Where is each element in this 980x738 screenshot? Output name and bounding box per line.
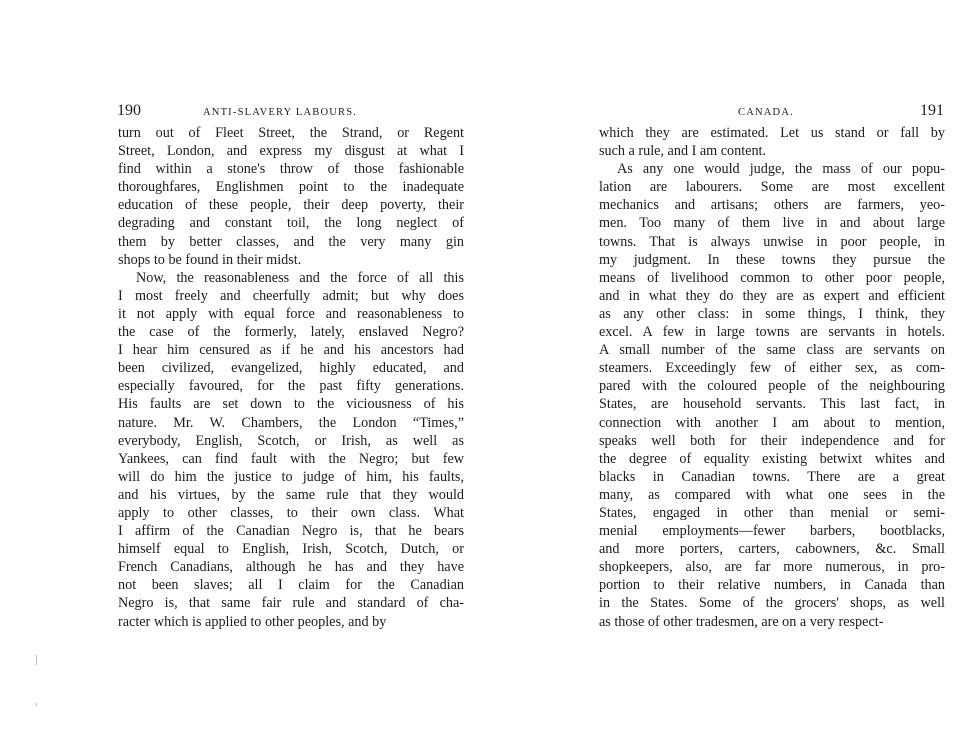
- text-line: not been slaves; all I claim for the Canadian: [118, 577, 464, 594]
- right-page-header: [598, 101, 944, 121]
- text-line: will do him the justice to judge of him, his faults,: [118, 468, 464, 485]
- text-line: as any other class: in some things, I think, they: [599, 305, 945, 322]
- text-line: means of livelihood common to other poor people,: [599, 269, 945, 286]
- left-page-number: 190: [117, 102, 141, 119]
- text-line: especially favoured, for the past fifty generations.: [118, 378, 464, 395]
- text-line: degrading and constant toil, the long neglect of: [118, 215, 464, 232]
- text-line: States, engaged in other than menial or semi-: [599, 504, 945, 521]
- text-line: States, are household servants. This last fact, in: [599, 396, 945, 413]
- text-line: mechanics and artisans; others are farmers, yeo-: [599, 197, 945, 214]
- text-line: men. Too many of them live in and about large: [599, 215, 945, 232]
- text-line: as those of other tradesmen, are on a very respect-: [599, 613, 884, 630]
- text-line: menial employments—fewer barbers, bootblacks,: [599, 523, 945, 540]
- text-line: everybody, English, Scotch, or Irish, as well as: [118, 432, 464, 449]
- text-line: education of these people, their deep poverty, their: [118, 197, 464, 214]
- text-line: As any one would judge, the mass of our popu-: [617, 161, 945, 178]
- text-line: pared with the coloured people of the neighbouring: [599, 378, 945, 395]
- scan-speck: [36, 655, 37, 665]
- text-line: connection with another I am about to mention,: [599, 414, 945, 431]
- left-running-head: ANTI-SLAVERY LABOURS.: [203, 107, 358, 118]
- text-line: and more porters, carters, cabowners, &c. Small: [599, 541, 945, 558]
- right-running-head: CANADA.: [738, 107, 794, 118]
- text-line: lation are labourers. Some are most excellent: [599, 179, 945, 196]
- text-line: A small number of the same class are servants on: [599, 342, 945, 359]
- text-line: I most freely and cheerfully admit; but why does: [118, 287, 464, 304]
- text-line: my judgment. In these towns they pursue the: [599, 251, 945, 268]
- text-line: apply to other classes, to their own class. What: [118, 504, 464, 521]
- text-line: thoroughfares, Englishmen point to the inadequate: [118, 179, 464, 196]
- text-line: I affirm of the Canadian Negro is, that he bears: [118, 523, 464, 540]
- text-line: I hear him censured as if he and his ancestors had: [118, 342, 464, 359]
- text-line: in the States. Some of the grocers' shops, as well: [599, 595, 945, 612]
- text-line: which they are estimated. Let us stand or fall by: [599, 125, 945, 141]
- text-line: many, as compared with what one sees in the: [599, 486, 945, 503]
- text-line: find within a stone's throw of those fashionable: [118, 161, 464, 178]
- text-line: them by better classes, and the very many gin: [118, 233, 464, 250]
- text-line: steamers. Exceedingly few of either sex, as com-: [599, 360, 945, 377]
- text-line: Yankees, can find fault with the Negro; but few: [118, 450, 464, 467]
- text-line: Now, the reasonableness and the force of all this: [136, 269, 464, 286]
- text-line: portion to their relative numbers, in Canada than: [599, 577, 945, 594]
- text-line: Street, London, and express my disgust at what I: [118, 143, 464, 160]
- text-line: turn out of Fleet Street, the Strand, or Regent: [118, 125, 464, 141]
- text-line: shops to be found in their midst.: [118, 251, 302, 268]
- right-page-body: [599, 124, 945, 631]
- scan-speck: [36, 703, 37, 706]
- text-line: shopkeepers, also, are far more numerous, in pro-: [599, 559, 945, 576]
- text-line: and his virtues, by the same rule that they would: [118, 486, 464, 503]
- scan-specks: [36, 655, 38, 715]
- text-line: French Canadians, although he has and they have: [118, 559, 464, 576]
- left-page-header: [117, 101, 463, 121]
- text-line: it not apply with equal force and reasonableness to: [118, 305, 464, 322]
- text-line: and in what they do they are as expert and efficient: [599, 287, 945, 304]
- text-line: racter which is applied to other peoples, and by: [118, 613, 387, 630]
- text-line: the degree of equality existing betwixt whites and: [599, 450, 945, 467]
- text-line: His faults are set down to the viciousness of his: [118, 396, 464, 413]
- right-page: [490, 0, 980, 738]
- text-line: blacks in Canadian towns. There are a great: [599, 468, 945, 485]
- right-page-number: 191: [920, 102, 944, 119]
- text-line: Negro is, that same fair rule and standard of cha-: [118, 595, 464, 612]
- text-line: speaks well both for their independence and for: [599, 432, 945, 449]
- text-line: excel. A few in large towns are servants in hotels.: [599, 324, 945, 341]
- text-line: nature. Mr. W. Chambers, the London “Times,”: [118, 414, 464, 431]
- text-line: the case of the formerly, lately, enslaved Negro?: [118, 324, 464, 341]
- text-line: towns. That is always unwise in poor people, in: [599, 233, 945, 250]
- text-line: been civilized, evangelized, highly educated, and: [118, 360, 464, 377]
- text-line: such a rule, and I am content.: [599, 143, 767, 160]
- left-page-body: [118, 124, 464, 631]
- text-line: himself equal to English, Irish, Scotch, Dutch, or: [118, 541, 464, 558]
